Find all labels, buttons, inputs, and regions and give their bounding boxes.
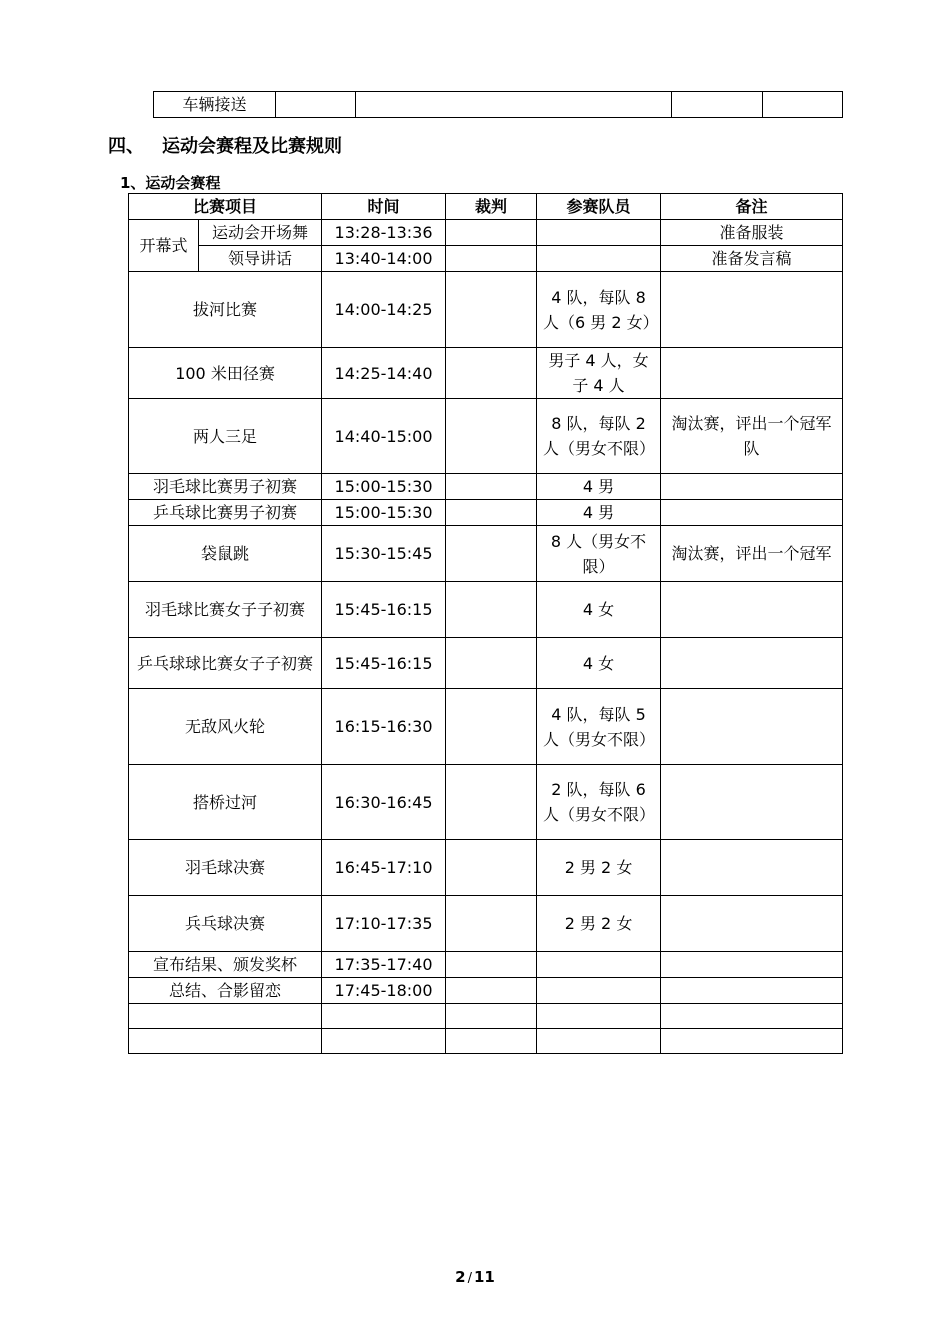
table-row: [129, 978, 843, 1004]
opening-time: 13:28-13:36: [322, 220, 446, 246]
header-row: [129, 194, 843, 220]
schedule-notes-cell: [661, 765, 843, 840]
schedule-event-cell: 袋鼠跳: [129, 526, 322, 582]
table-row: [129, 582, 843, 638]
schedule-referee-cell: [446, 765, 537, 840]
table-row: [129, 689, 843, 765]
schedule-time-cell: 14:00-14:25: [322, 272, 446, 348]
opening-item: 领导讲话: [199, 246, 322, 272]
opening-label: 开幕式: [129, 220, 199, 272]
schedule-players-cell: 4 女: [537, 582, 661, 638]
opening-players: [537, 220, 661, 246]
table-row: [129, 840, 843, 896]
schedule-time-cell: 15:00-15:30: [322, 500, 446, 526]
table-row: [129, 500, 843, 526]
schedule-table: [128, 193, 843, 1054]
schedule-referee-cell: [446, 840, 537, 896]
schedule-referee-cell: [446, 978, 537, 1004]
schedule-time-cell: 16:45-17:10: [322, 840, 446, 896]
schedule-referee-cell: [446, 638, 537, 689]
schedule-players-cell: [537, 1004, 661, 1029]
schedule-event-cell: [129, 1029, 322, 1054]
schedule-referee-cell: [446, 474, 537, 500]
opening-item: 运动会开场舞: [199, 220, 322, 246]
schedule-notes-cell: [661, 500, 843, 526]
section-heading: [108, 132, 342, 158]
schedule-time-cell: 17:10-17:35: [322, 896, 446, 952]
schedule-referee-cell: [446, 689, 537, 765]
schedule-time-cell: 16:15-16:30: [322, 689, 446, 765]
schedule-event-cell: 乒乓球比赛男子初赛: [129, 500, 322, 526]
schedule-players-cell: [537, 952, 661, 978]
table-row: [129, 272, 843, 348]
table-row: [129, 1029, 843, 1054]
schedule-notes-cell: [661, 582, 843, 638]
schedule-players-cell: 4 队，每队 5 人（男女不限）: [537, 689, 661, 765]
section-number: 四、: [108, 136, 144, 157]
schedule-notes-cell: [661, 689, 843, 765]
table-row: [129, 348, 843, 399]
opening-referee: [446, 220, 537, 246]
schedule-referee-cell: [446, 1029, 537, 1054]
table-row: [129, 952, 843, 978]
table-row: [129, 399, 843, 474]
page-separator: /: [467, 1271, 472, 1286]
table-row: [129, 896, 843, 952]
schedule-time-cell: 17:45-18:00: [322, 978, 446, 1004]
schedule-time-cell: 15:45-16:15: [322, 638, 446, 689]
table-row: [129, 638, 843, 689]
schedule-notes-cell: 淘汰赛，评出一个冠军: [661, 526, 843, 582]
schedule-notes-cell: [661, 840, 843, 896]
schedule-referee-cell: [446, 952, 537, 978]
header-event: 比赛项目: [129, 194, 322, 220]
current-page: 2: [455, 1268, 466, 1286]
schedule-notes-cell: [661, 1004, 843, 1029]
schedule-players-cell: 4 男: [537, 500, 661, 526]
schedule-referee-cell: [446, 500, 537, 526]
opening-players: [537, 246, 661, 272]
schedule-event-cell: 100 米田径赛: [129, 348, 322, 399]
schedule-time-cell: 14:25-14:40: [322, 348, 446, 399]
opening-notes: 准备服装: [661, 220, 843, 246]
page-number: [0, 1268, 950, 1286]
total-pages: 11: [473, 1268, 495, 1286]
schedule-time-cell: 16:30-16:45: [322, 765, 446, 840]
schedule-referee-cell: [446, 896, 537, 952]
schedule-players-cell: 4 女: [537, 638, 661, 689]
schedule-players-cell: 男子 4 人，女子 4 人: [537, 348, 661, 399]
schedule-players-cell: 8 人（男女不限）: [537, 526, 661, 582]
schedule-time-cell: [322, 1004, 446, 1029]
schedule-referee-cell: [446, 582, 537, 638]
schedule-event-cell: 羽毛球比赛女子子初赛: [129, 582, 322, 638]
table-row: [129, 220, 843, 246]
schedule-event-cell: 搭桥过河: [129, 765, 322, 840]
schedule-time-cell: 14:40-15:00: [322, 399, 446, 474]
schedule-referee-cell: [446, 399, 537, 474]
schedule-notes-cell: [661, 978, 843, 1004]
header-time: 时间: [322, 194, 446, 220]
subsection-heading: 1、运动会赛程: [120, 174, 221, 192]
vehicle-table: [153, 91, 843, 118]
schedule-players-cell: 4 队，每队 8 人（6 男 2 女）: [537, 272, 661, 348]
schedule-notes-cell: [661, 1029, 843, 1054]
table-row: [129, 474, 843, 500]
table-row: [129, 765, 843, 840]
table-row: [129, 246, 843, 272]
schedule-players-cell: 2 队，每队 6 人（男女不限）: [537, 765, 661, 840]
section-title: 运动会赛程及比赛规则: [162, 136, 342, 157]
schedule-players-cell: 4 男: [537, 474, 661, 500]
schedule-notes-cell: [661, 272, 843, 348]
schedule-event-cell: 宣布结果、颁发奖杯: [129, 952, 322, 978]
table-row: [154, 92, 843, 118]
schedule-event-cell: [129, 1004, 322, 1029]
opening-referee: [446, 246, 537, 272]
schedule-referee-cell: [446, 348, 537, 399]
schedule-players-cell: 8 队，每队 2 人（男女不限）: [537, 399, 661, 474]
schedule-event-cell: 兵乓球决赛: [129, 896, 322, 952]
schedule-players-cell: [537, 978, 661, 1004]
schedule-event-cell: 拔河比赛: [129, 272, 322, 348]
schedule-notes-cell: [661, 348, 843, 399]
schedule-time-cell: 17:35-17:40: [322, 952, 446, 978]
schedule-notes-cell: [661, 952, 843, 978]
table-row: [129, 1004, 843, 1029]
schedule-players-cell: [537, 1029, 661, 1054]
schedule-notes-cell: 淘汰赛，评出一个冠军队: [661, 399, 843, 474]
schedule-players-cell: 2 男 2 女: [537, 896, 661, 952]
table-row: [129, 526, 843, 582]
schedule-event-cell: 总结、合影留恋: [129, 978, 322, 1004]
schedule-referee-cell: [446, 272, 537, 348]
schedule-players-cell: 2 男 2 女: [537, 840, 661, 896]
schedule-event-cell: 两人三足: [129, 399, 322, 474]
vehicle-row-label: 车辆接送: [154, 92, 276, 118]
schedule-event-cell: 无敌风火轮: [129, 689, 322, 765]
header-notes: 备注: [661, 194, 843, 220]
schedule-event-cell: 羽毛球比赛男子初赛: [129, 474, 322, 500]
header-referee: 裁判: [446, 194, 537, 220]
schedule-referee-cell: [446, 526, 537, 582]
schedule-time-cell: 15:00-15:30: [322, 474, 446, 500]
schedule-notes-cell: [661, 474, 843, 500]
opening-notes: 准备发言稿: [661, 246, 843, 272]
header-players: 参赛队员: [537, 194, 661, 220]
schedule-time-cell: 15:30-15:45: [322, 526, 446, 582]
schedule-notes-cell: [661, 896, 843, 952]
schedule-event-cell: 乒乓球球比赛女子子初赛: [129, 638, 322, 689]
schedule-notes-cell: [661, 638, 843, 689]
schedule-time-cell: 15:45-16:15: [322, 582, 446, 638]
schedule-event-cell: 羽毛球决赛: [129, 840, 322, 896]
schedule-time-cell: [322, 1029, 446, 1054]
schedule-referee-cell: [446, 1004, 537, 1029]
opening-time: 13:40-14:00: [322, 246, 446, 272]
